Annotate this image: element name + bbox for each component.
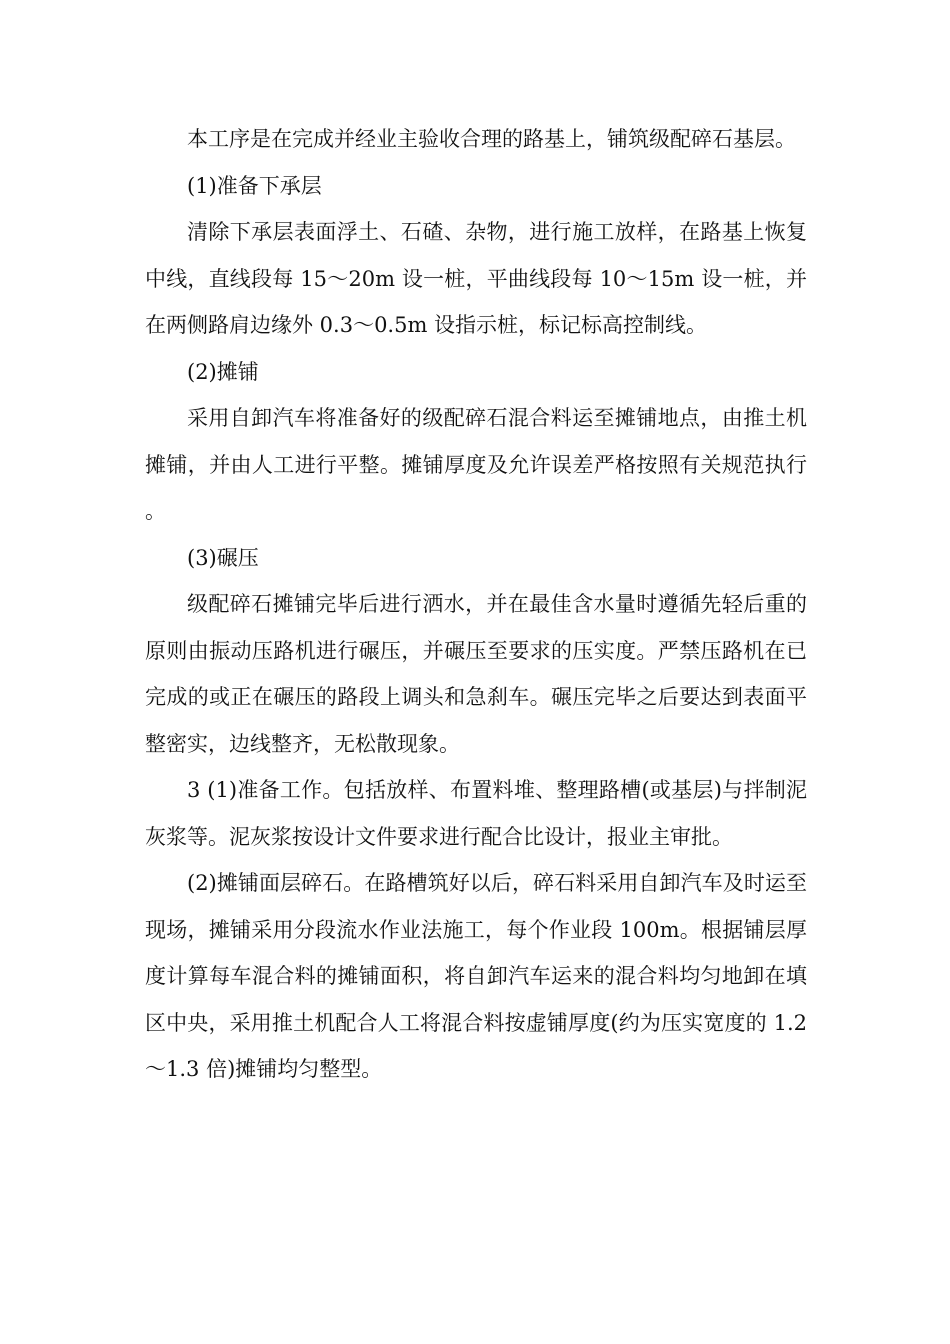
paragraph-surface-gravel: (2)摊铺面层碎石。在路槽筑好以后，碎石料采用自卸汽车及时运至现场，摊铺采用分段流水作业法施工，每个作业段 100m。根据铺层厚度计算每车混合料的摊铺面积，将自卸汽车运来的混合料均匀地卸在填区中央，采用推土机配合人工将混合料按虚铺厚度(约为压实宽度的 1.2～1.3 倍)摊铺均匀整型。: [145, 871, 807, 1081]
paragraph-intro: 本工序是在完成并经业主验收合理的路基上，铺筑级配碎石基层。: [187, 127, 796, 151]
heading-rolling: (3)碾压: [187, 545, 259, 570]
paragraph-prepare-base: 清除下承层表面浮土、石碴、杂物，进行施工放样，在路基上恢复中线，直线段每 15～20m 设一桩，平曲线段每 10～15m 设一桩，并在两侧路肩边缘外 0.3～0.5m 设指示桩，标记标高控制线。: [145, 220, 807, 337]
paragraph-preparation-work: 3 (1)准备工作。包括放样、布置料堆、整理路槽(或基层)与拌制泥灰浆等。泥灰浆按设计文件要求进行配合比设计，报业主审批。: [145, 778, 807, 849]
paragraph-rolling: 级配碎石摊铺完毕后进行洒水，并在最佳含水量时遵循先轻后重的原则由振动压路机进行碾压，并碾压至要求的压实度。严禁压路机在已完成的或正在碾压的路段上调头和急刹车。碾压完毕之后要达到表面平整密实，边线整齐，无松散现象。: [145, 592, 807, 756]
document-body: [145, 116, 807, 1093]
heading-prepare-base: (1)准备下承层: [187, 173, 322, 198]
paragraph-spreading: 采用自卸汽车将准备好的级配碎石混合料运至摊铺地点，由推土机摊铺，并由人工进行平整。摊铺厚度及允许误差严格按照有关规范执行。: [145, 406, 807, 523]
heading-spreading: (2)摊铺: [187, 359, 259, 384]
